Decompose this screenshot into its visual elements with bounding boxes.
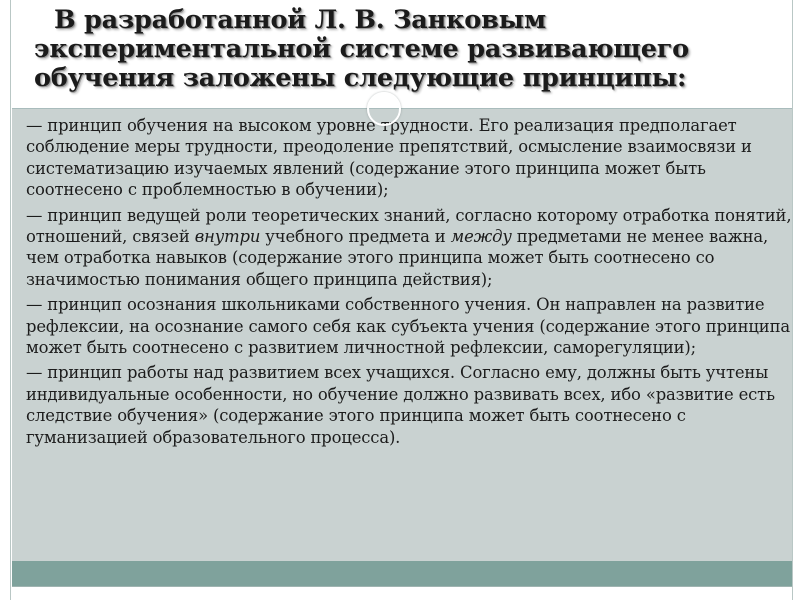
principle-4: — принцип работы над развитием всех учащихся. Согласно ему, должны быть учтены индивидуальные особенности, но обучение должно развивать всех, ибо «развитие есть следствие обучения» (содержание этого принципа может быть соотнесено с гуманизацией образовательного процесса). xyxy=(26,363,775,447)
slide-header xyxy=(12,0,792,108)
content-panel xyxy=(12,109,792,561)
principle-2 xyxy=(26,205,796,291)
principle-2-emphasis-inside: внутри xyxy=(194,227,261,247)
principle-3: — принцип осознания школьниками собственного учения. Он направлен на развитие рефлексии, на осознание самого себя как субъекта учения (содержание этого принципа может быть соотнесено с развитием личностной рефлексии, саморегуляции); xyxy=(26,295,790,358)
principle-1: — принцип обучения на высоком уровне трудности. Его реализация предполагает соблюдение меры трудности, преодоление препятствий, осмысление взаимосвязи и систематизацию изучаемых явлений (содержание этого принципа может быть соотнесено с проблемностью в обучении); xyxy=(26,116,752,200)
left-edge-rule xyxy=(10,0,11,600)
principle-2-part1: — принцип ведущей роли теоретических знаний, согласно которому отработка понятий, отношений, связей xyxy=(26,205,792,247)
footer-rule xyxy=(12,586,792,587)
footer-bar xyxy=(12,561,792,586)
principle-2-part3: предметами не менее важна, чем отработка навыков (содержание этого принципа может быть соотнесено со значимостью понимания общего принципа действия); xyxy=(26,227,769,289)
slide-title-text: В разработанной Л. В. Занковым экспериментальной системе развивающего обучения заложены следующие принципы: xyxy=(34,5,689,93)
principle-2-part2: учебного предмета и xyxy=(260,227,451,247)
principle-2-emphasis-between: между xyxy=(450,227,512,247)
decorative-ring-icon xyxy=(367,92,401,126)
slide-title xyxy=(34,6,794,93)
principles-list xyxy=(26,115,796,452)
